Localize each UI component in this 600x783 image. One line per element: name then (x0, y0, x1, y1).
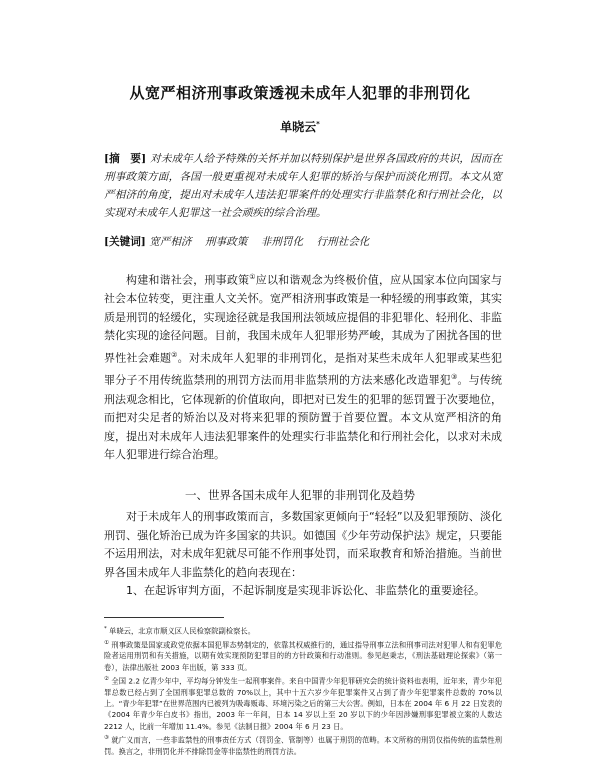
author-footnote-mark: * (316, 120, 320, 128)
intro-paragraph (104, 268, 502, 465)
abstract-label: [摘 要] (104, 153, 147, 165)
footnote (104, 674, 502, 732)
footnote-rule (104, 617, 224, 618)
footnote-ref: ② (171, 351, 178, 360)
keywords-label: [关键词] (104, 236, 146, 248)
footnote-text: 单晓云，北京市顺义区人民检察院副检察长。 (109, 626, 256, 636)
footnote (104, 638, 502, 673)
keyword: 行刑社会化 (316, 236, 370, 248)
footnote-mark: * (104, 626, 107, 632)
section-paragraph: 1、在起诉审判方面，不起诉制度是实现非诉讼化、非监禁化的重要途径。 (126, 584, 485, 598)
intro-text: 。与传统刑法观念相比，它体现新的价值取向，即把对已发生的犯罪的惩罚置于次要地位，而把对尖足者的矫治以及对将来犯罪的预防置于首要位置。本文从宽严相济的角度，提出对未成年人违法犯罪案件的处理实行非监禁化和行刑社会化，以求对未成年人犯罪进行综合治理。 (104, 373, 502, 462)
footnote (104, 733, 502, 757)
keyword: 刑事政策 (204, 236, 248, 248)
section-body (104, 508, 502, 601)
intro-text: 。对未成年人犯罪的非刑罚化，是指对某些未成年人犯罪或某些犯罪分子不用传统监禁刑的刑罚方法而用非监禁刑的方法来感化改造罪犯 (104, 351, 502, 387)
footnote (104, 624, 502, 637)
section-heading: 一、世界各国未成年人犯罪的非刑罚化及趋势 (185, 488, 415, 502)
intro-text: 应以和谐观念为终极价值，应从国家本位向国家与社会本位转变，更注重人文关怀。宽严相济刑事政策是一种轻缓的刑事政策，其实质是刑罚的轻缓化，实现途径就是我国刑法领域应提倡的非犯罪化、轻刑化、非监禁化实现的途径问题。目前，我国未成年人犯罪形势严峻，其成为了困扰各国的世界性社会难题 (104, 273, 503, 365)
intro-text: 构建和谐社会，刑事政策 (126, 273, 250, 287)
intro-section (104, 268, 502, 465)
footnote-ref: ③ (450, 373, 458, 382)
section-paragraph: 对于未成年人的刑事政策而言，多数国家更倾向于“轻轻”以及犯罪预防、淡化刑罚、强化矫治已成为许多国家的共识。如德国《少年劳动保护法》规定，只要能不运用刑法，对未成年犯就尽可能不作刑事处罚，而采取教育和矫治措施。当前世界各国未成年人非监禁化的趋向表现在： (104, 510, 502, 579)
abstract (104, 150, 502, 222)
author-line (0, 118, 600, 135)
paper-title: 从宽严相济刑事政策透视未成年人犯罪的非刑罚化 (129, 84, 471, 102)
footnote-text: 全国 2.2 亿青少年中，平均每分钟发生一起刑事案件。来自中国青少年犯罪研究会的统计资料也表明，近年来，青少年犯罪总数已经占到了全国刑事犯罪总数的 70%以上，其中十五六岁少年犯罪案件又占到了青少年犯罪案件总数的 70%以上。“青少年犯罪”在世界范围内已被列为吸毒贩毒、环境污染之后的第三大公害。例如，日本在 2004 年 6 月 22 日发表的《2004 年青少年白皮书》指出，2003 年一年间，日本 14 岁以上至 20 岁以下的少年因涉嫌刑事犯罪被立案的人数达 2212 人，比前一年增加 11.4%。参见《法制日报》2004 年 6 月 23 日。 (104, 676, 502, 731)
abstract-text: 对未成年人给予特殊的关怀并加以特别保护是世界各国政府的共识，因而在刑事政策方面，各国一般更重视对未成年人犯罪的矫治与保护而淡化刑罚。本文从宽严相济的角度，提出对未成年人违法犯罪案件的处理实行非监禁化和行刑社会化，以实现对未成年人犯罪这一社会顽疾的综合治理。 (104, 153, 502, 219)
keyword: 非刑罚化 (260, 236, 304, 248)
footnote-text: 就广义而言，一些非监禁性的刑事责任方式（罚罚金、管制等）也属于刑罚的范畴。本文所称的刑罚仅指传统的监禁性刑罚。换言之，非刑罚化并不排除罚金等非监禁性的刑罚方法。 (104, 735, 503, 756)
footnotes (104, 624, 502, 758)
footnote-text: 刑事政策是国家或政党依据本国犯罪态势制定的，依靠其权威推行的，通过指导刑事立法和刑事司法对犯罪人和有犯罪危险者运用刑罚和有关措施，以期有效实现预防犯罪目的的方针政策和行动准则。参见赵秉志，《刑法基础理论探索》（第一卷），法律出版社 2003 年出版，第 333 页。 (104, 640, 503, 672)
keywords (104, 233, 502, 251)
footnote-mark: ③ (104, 734, 110, 741)
footnote-mark: ① (104, 639, 110, 646)
footnote-mark: ② (104, 676, 109, 683)
author-name: 单晓云 (280, 120, 317, 134)
footnote-ref: ① (249, 273, 256, 281)
keyword: 宽严相济 (149, 236, 192, 248)
